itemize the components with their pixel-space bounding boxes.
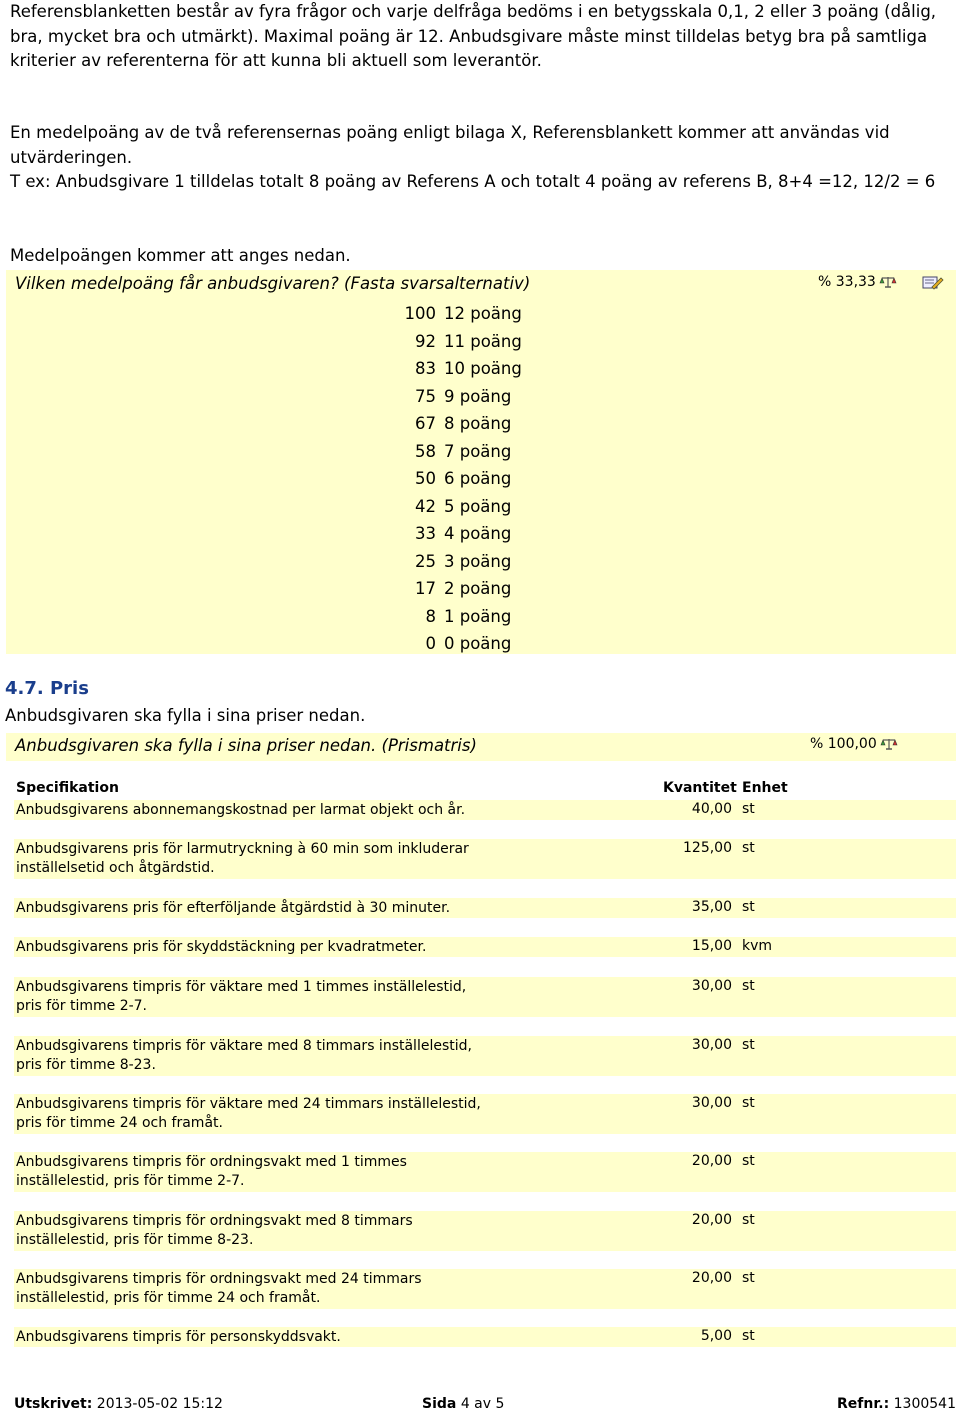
answer-option-value: 8 <box>425 606 436 626</box>
footer-printed-label: Utskrivet: <box>14 1396 93 1412</box>
row-quantity: 125,00 <box>683 840 732 856</box>
answer-option-label: 7 poäng <box>444 441 512 461</box>
intro-paragraph-3: T ex: Anbudsgivare 1 tilldelas totalt 8 poäng av Referens A och totalt 4 poäng av referens B, 8+4 =12, 12/2 = 6 <box>10 172 936 191</box>
answer-option-label: 6 poäng <box>444 469 512 489</box>
row-unit: st <box>742 801 755 817</box>
price-question-score <box>810 736 898 752</box>
intro-paragraph-1: Referensblanketten består av fyra frågor och varje delfråga bedöms i en betygsskala 0,1, 2 eller 3 poäng (dålig, bra, mycket bra och utmärkt). Maximal poäng är 12. Anbudsgivare måste minst tilldelas betyg bra på samtliga kriterier av referenterna för att kunna bli aktuell som leverantör. <box>10 2 937 70</box>
answer-option-label: 8 poäng <box>444 414 512 434</box>
price-table-header <box>14 778 956 798</box>
answer-option-value: 0 <box>425 634 436 654</box>
footer-ref-label: Refnr.: <box>837 1396 890 1412</box>
row-description: Anbudsgivarens timpris för ordningsvakt med 8 timmars inställelestid, pris för timme 8-23. <box>16 1213 413 1248</box>
question-score <box>818 274 897 290</box>
answer-option-value: 83 <box>415 359 436 379</box>
row-quantity: 30,00 <box>691 1037 732 1053</box>
answer-option-label: 10 poäng <box>444 359 522 379</box>
answer-option-label: 0 poäng <box>444 634 512 654</box>
question-box <box>6 270 956 654</box>
row-unit: st <box>742 1095 755 1111</box>
row-description: Anbudsgivarens timpris för väktare med 24 timmars inställelestid, pris för timme 24 och framåt. <box>16 1096 481 1131</box>
header-unit: Enhet <box>742 780 788 796</box>
row-description: Anbudsgivarens timpris för personskyddsvakt. <box>16 1329 341 1345</box>
row-unit: st <box>742 1212 755 1228</box>
answer-option-value: 17 <box>415 579 436 599</box>
table-row <box>14 1152 956 1192</box>
edit-icon[interactable] <box>922 274 944 290</box>
answer-option-label: 12 poäng <box>444 304 522 324</box>
intro-paragraph-2: En medelpoäng av de två referensernas poäng enligt bilaga X, Referensblankett kommer att användas vid utvärderingen. <box>10 123 890 167</box>
row-unit: st <box>742 840 755 856</box>
question-type: (Fasta svarsalternativ) <box>344 274 531 293</box>
row-quantity: 15,00 <box>691 938 732 954</box>
row-quantity: 20,00 <box>691 1270 732 1286</box>
row-quantity: 20,00 <box>691 1212 732 1228</box>
answer-option-value: 58 <box>415 441 436 461</box>
answer-option <box>381 383 581 411</box>
answer-option-value: 50 <box>415 469 436 489</box>
answer-option-value: 42 <box>415 496 436 516</box>
table-row <box>14 1269 956 1309</box>
table-row <box>14 898 956 918</box>
price-question-bar <box>6 733 956 761</box>
answer-option <box>381 548 581 576</box>
footer-printed-value: 2013-05-02 15:12 <box>96 1396 223 1412</box>
answer-option <box>381 465 581 493</box>
page-footer <box>14 1396 956 1414</box>
answer-option-value: 25 <box>415 551 436 571</box>
row-unit: st <box>742 1328 755 1344</box>
price-table <box>14 778 956 1345</box>
header-qty: Kvantitet <box>663 780 737 796</box>
answer-option-value: 33 <box>415 524 436 544</box>
answer-option <box>381 328 581 356</box>
answer-option <box>381 630 581 658</box>
answer-option <box>381 438 581 466</box>
answer-option <box>381 603 581 631</box>
answer-option <box>381 300 581 328</box>
header-spec: Specifikation <box>16 780 119 796</box>
row-unit: st <box>742 1153 755 1169</box>
row-description: Anbudsgivarens pris för skyddstäckning per kvadratmeter. <box>16 939 427 955</box>
answer-option <box>381 410 581 438</box>
question-text: Vilken medelpoäng får anbudsgivaren? <box>15 274 339 293</box>
row-description: Anbudsgivarens pris för efterföljande åtgärdstid à 30 minuter. <box>16 900 451 916</box>
table-row <box>14 937 956 957</box>
answer-option-label: 9 poäng <box>444 386 512 406</box>
table-row <box>14 839 956 879</box>
row-description: Anbudsgivarens timpris för ordningsvakt med 1 timmes inställelestid, pris för timme 2-7. <box>16 1154 407 1189</box>
answer-option-value: 67 <box>415 414 436 434</box>
scale-icon <box>880 737 898 751</box>
row-description: Anbudsgivarens timpris för ordningsvakt med 24 timmars inställelestid, pris för timme 24 och framåt. <box>16 1271 422 1306</box>
price-question-text: Anbudsgivaren ska fylla i sina priser nedan. <box>15 736 377 755</box>
footer-ref-value: 1300541 <box>893 1396 956 1412</box>
answer-option-value: 92 <box>415 331 436 351</box>
row-description: Anbudsgivarens timpris för väktare med 8 timmars inställelestid, pris för timme 8-23. <box>16 1038 472 1073</box>
answer-option-label: 2 poäng <box>444 579 512 599</box>
row-description: Anbudsgivarens pris för larmutryckning à 60 min som inkluderar inställelsetid och åtgärdstid. <box>16 841 469 876</box>
answer-option <box>381 493 581 521</box>
table-row <box>14 800 956 820</box>
table-row <box>14 1036 956 1076</box>
row-quantity: 30,00 <box>691 978 732 994</box>
answer-option-value: 100 <box>404 304 436 324</box>
price-question-type: (Prismatris) <box>381 736 477 755</box>
answer-option <box>381 520 581 548</box>
footer-page <box>422 1396 504 1412</box>
row-quantity: 35,00 <box>691 899 732 915</box>
question-title <box>15 274 530 293</box>
answer-option-label: 1 poäng <box>444 606 512 626</box>
row-quantity: 5,00 <box>700 1328 732 1344</box>
answer-option-value: 75 <box>415 386 436 406</box>
table-row <box>14 1094 956 1134</box>
price-question-title <box>15 736 477 755</box>
answer-option-label: 4 poäng <box>444 524 512 544</box>
question-score-value: % 33,33 <box>818 274 876 290</box>
row-description: Anbudsgivarens timpris för väktare med 1 timmes inställelestid, pris för timme 2-7. <box>16 979 467 1014</box>
answer-option <box>381 575 581 603</box>
options-list <box>381 300 581 658</box>
intro-paragraph-4: Medelpoängen kommer att anges nedan. <box>10 246 351 265</box>
row-quantity: 30,00 <box>691 1095 732 1111</box>
row-unit: kvm <box>742 938 773 954</box>
table-row <box>14 1211 956 1251</box>
row-quantity: 40,00 <box>691 801 732 817</box>
footer-page-value: 4 av 5 <box>460 1396 505 1412</box>
row-unit: st <box>742 1270 755 1286</box>
answer-option-label: 5 poäng <box>444 496 512 516</box>
row-unit: st <box>742 1037 755 1053</box>
scale-icon <box>879 275 897 289</box>
table-row <box>14 1327 956 1347</box>
answer-option <box>381 355 581 383</box>
section-text-pris: Anbudsgivaren ska fylla i sina priser nedan. <box>5 706 366 725</box>
price-question-score-value: % 100,00 <box>810 736 877 752</box>
footer-ref <box>837 1396 956 1412</box>
footer-page-label: Sida <box>422 1396 457 1412</box>
row-quantity: 20,00 <box>691 1153 732 1169</box>
row-unit: st <box>742 899 755 915</box>
row-description: Anbudsgivarens abonnemangskostnad per larmat objekt och år. <box>16 802 466 818</box>
section-heading-pris: 4.7. Pris <box>5 678 89 699</box>
footer-printed <box>14 1396 223 1412</box>
answer-option-label: 11 poäng <box>444 331 522 351</box>
answer-option-label: 3 poäng <box>444 551 512 571</box>
row-unit: st <box>742 978 755 994</box>
table-row <box>14 977 956 1017</box>
